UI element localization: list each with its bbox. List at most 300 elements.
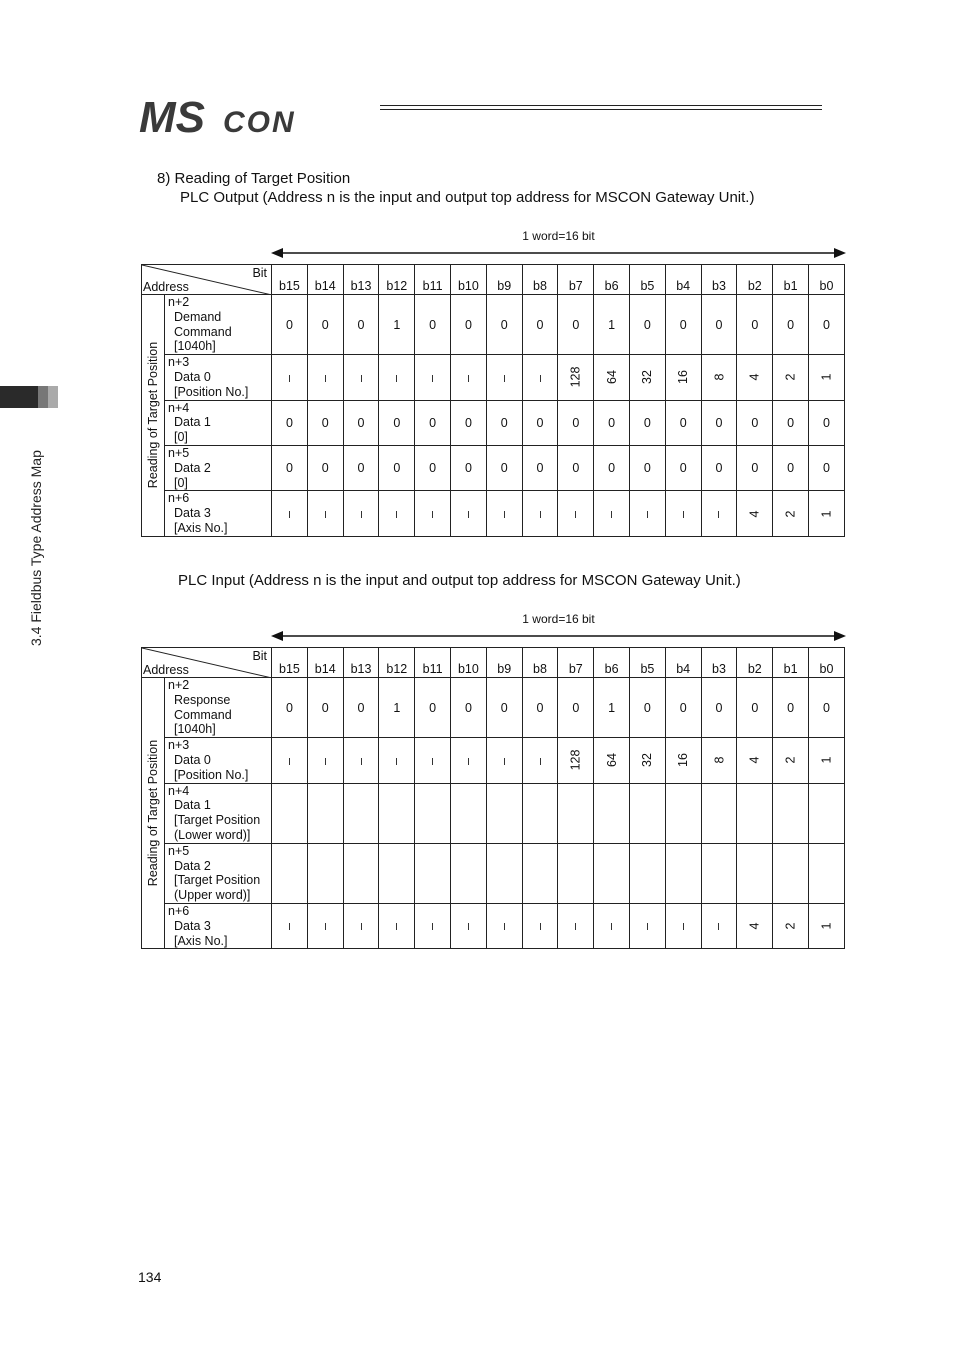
bit-value: 0 (643, 700, 651, 715)
word-width-arrow (271, 612, 846, 648)
bit-value: 0 (787, 415, 795, 430)
bit-value-cell (594, 355, 630, 400)
bit-value: 0 (357, 700, 365, 715)
bit-value: 0 (572, 700, 580, 715)
bit-header-label: Bit (252, 266, 268, 280)
bit-value-cell (415, 738, 451, 783)
address-value: n+4 (168, 783, 190, 798)
address-header-label: Address (143, 280, 189, 294)
bit-value: 0 (643, 415, 651, 430)
bit-header: b9 (486, 648, 522, 678)
dash-mark (432, 923, 433, 930)
bit-value-cell (307, 678, 343, 738)
section-title: 8) Reading of Target Position (157, 170, 351, 187)
bit-value: 0 (823, 415, 830, 430)
dash-mark (361, 923, 362, 930)
bit-value-cell (773, 445, 809, 490)
bit-value-cell (415, 843, 451, 903)
bit-value-cell (558, 843, 594, 903)
dash-mark (468, 375, 469, 382)
bit-value: 1 (393, 317, 401, 332)
bit-header: b7 (558, 648, 594, 678)
dash-mark (683, 923, 684, 930)
bit-value-cell (379, 445, 415, 490)
dash-mark (575, 511, 576, 518)
bit-value-cell (701, 355, 737, 400)
address-desc-line: [Position No.] (174, 767, 249, 782)
bit-value-cell (272, 491, 308, 536)
bit-value-cell (451, 355, 487, 400)
bit-value-cell (737, 400, 773, 445)
bit-value-cell (522, 843, 558, 903)
bit-value-cell (558, 678, 594, 738)
bit-value-cell (665, 295, 701, 355)
bit-value: 0 (572, 415, 580, 430)
dash-mark (325, 923, 326, 930)
bit-value-cell (594, 678, 630, 738)
bit-weight: 128 (568, 366, 583, 388)
bit-value-cell (272, 903, 308, 948)
bit-value-cell (737, 843, 773, 903)
bit-value-cell (773, 355, 809, 400)
dash-mark (647, 923, 648, 930)
bit-weight: 8 (711, 756, 726, 764)
chapter-tab (0, 386, 58, 408)
double-arrow-icon (271, 628, 846, 644)
address-desc-line: [Target Position (174, 813, 261, 828)
bit-value-cell (594, 783, 630, 843)
bit-value-cell (415, 355, 451, 400)
bit-weight: 8 (711, 373, 726, 381)
bit-header: b1 (773, 648, 809, 678)
table-row (142, 903, 845, 948)
bit-value-cell (379, 843, 415, 903)
address-cell (165, 295, 272, 355)
dash-mark (468, 923, 469, 930)
bit-value-cell (594, 738, 630, 783)
bit-weight: 64 (604, 370, 619, 385)
bit-header: b3 (701, 265, 737, 295)
table-row (142, 400, 845, 445)
table-row (142, 445, 845, 490)
bit-value-cell (307, 295, 343, 355)
bit-weight: 16 (676, 753, 691, 768)
bit-header: b10 (451, 648, 487, 678)
bit-value-cell (379, 783, 415, 843)
bit-value: 0 (787, 700, 795, 715)
bit-value-cell (272, 783, 308, 843)
bit-header: b14 (307, 648, 343, 678)
bit-value-cell (307, 903, 343, 948)
dash-mark (611, 511, 612, 518)
bit-header: b12 (379, 648, 415, 678)
bit-value-cell (522, 445, 558, 490)
input-caption: PLC Input (Address n is the input and output top address for MSCON Gateway Unit.) (178, 572, 741, 589)
bit-header: b6 (594, 648, 630, 678)
bit-value-cell (415, 678, 451, 738)
bit-value-cell (415, 491, 451, 536)
output-bit-table (141, 264, 845, 537)
bit-value-cell (773, 678, 809, 738)
bit-value-cell (773, 738, 809, 783)
bit-value: 0 (823, 461, 830, 476)
bit-value-cell (558, 445, 594, 490)
address-cell (165, 491, 272, 536)
bit-value-cell (379, 491, 415, 536)
bit-value-cell (307, 355, 343, 400)
address-desc-line: Data 3 (174, 506, 211, 521)
bit-value-cell (486, 843, 522, 903)
bit-value-cell (451, 491, 487, 536)
bit-value-cell (558, 400, 594, 445)
address-value: n+4 (168, 400, 190, 415)
bit-weight: 4 (747, 510, 762, 518)
bit-value-cell (486, 783, 522, 843)
bit-value-cell (630, 678, 666, 738)
address-value: n+5 (168, 445, 190, 460)
dash-mark (540, 923, 541, 930)
bit-address-corner (142, 648, 272, 678)
bit-value-cell (522, 678, 558, 738)
bit-weight: 2 (783, 922, 798, 930)
bit-value-cell (773, 491, 809, 536)
bit-value: 0 (464, 461, 472, 476)
bit-value: 0 (500, 700, 508, 715)
dash-mark (396, 923, 397, 930)
bit-header: b6 (594, 265, 630, 295)
bit-value-cell (522, 355, 558, 400)
bit-value-cell (451, 843, 487, 903)
bit-header: b1 (773, 265, 809, 295)
bit-value-cell (486, 491, 522, 536)
bit-weight: 128 (568, 749, 583, 771)
bit-value-cell (665, 400, 701, 445)
bit-value: 0 (321, 317, 329, 332)
bit-value-cell (558, 295, 594, 355)
bit-value: 0 (500, 461, 508, 476)
bit-weight: 4 (747, 373, 762, 381)
bit-weight: 4 (747, 756, 762, 764)
bit-value: 0 (357, 461, 365, 476)
address-desc-line: (Upper word)] (174, 888, 251, 903)
bit-value-cell (522, 491, 558, 536)
bit-value-cell (558, 491, 594, 536)
mscon-logo (137, 96, 369, 136)
address-desc-line: Data 1 (174, 798, 211, 813)
bit-value: 0 (679, 700, 687, 715)
bit-header: b5 (630, 648, 666, 678)
dash-mark (432, 511, 433, 518)
address-desc-line: [Axis No.] (174, 520, 228, 535)
double-arrow-icon (271, 245, 846, 261)
address-desc-line: Response (174, 692, 231, 707)
bit-value-cell (701, 295, 737, 355)
bit-value: 0 (321, 700, 329, 715)
group-label: Reading of Target Position (146, 342, 160, 489)
address-cell (165, 843, 272, 903)
dash-mark (504, 511, 505, 518)
bit-value-cell (451, 678, 487, 738)
bit-value-cell (379, 295, 415, 355)
address-desc-line: Command (174, 324, 232, 339)
bit-value-cell (307, 491, 343, 536)
dash-mark (504, 375, 505, 382)
bit-weight: 64 (604, 753, 619, 768)
bit-value: 0 (823, 317, 830, 332)
dash-mark (325, 511, 326, 518)
bit-value-cell (272, 738, 308, 783)
bit-value: 0 (715, 700, 723, 715)
table-row (142, 738, 845, 783)
bit-value: 0 (715, 461, 723, 476)
bit-value: 0 (715, 317, 723, 332)
bit-value: 0 (679, 317, 687, 332)
bit-value-cell (451, 903, 487, 948)
bit-value-cell (701, 400, 737, 445)
bit-value-cell (343, 738, 379, 783)
bit-value-cell (343, 903, 379, 948)
bit-value-cell (379, 903, 415, 948)
bit-header: b12 (379, 265, 415, 295)
bit-value: 0 (285, 317, 293, 332)
bit-value-cell (737, 491, 773, 536)
bit-value-cell (415, 400, 451, 445)
bit-value-cell (665, 355, 701, 400)
bit-value: 0 (679, 461, 687, 476)
bit-value-cell (665, 445, 701, 490)
group-label-cell (142, 295, 165, 537)
address-desc-line: [Axis No.] (174, 933, 228, 948)
bit-value: 0 (536, 700, 544, 715)
bit-header: b14 (307, 265, 343, 295)
bit-value-cell (451, 738, 487, 783)
bit-value-cell (594, 400, 630, 445)
input-bit-table (141, 647, 845, 949)
bit-value-cell (773, 400, 809, 445)
word-width-arrow (271, 229, 846, 265)
address-desc-line: Data 2 (174, 858, 211, 873)
bit-weight: 1 (819, 922, 834, 930)
bit-value-cell (343, 678, 379, 738)
bit-value-cell (773, 903, 809, 948)
bit-value: 0 (429, 317, 437, 332)
bit-value-cell (451, 295, 487, 355)
bit-header: b2 (737, 648, 773, 678)
bit-value-cell (808, 843, 844, 903)
bit-value-cell (307, 400, 343, 445)
bit-value-cell (630, 843, 666, 903)
bit-header: b13 (343, 648, 379, 678)
dash-mark (575, 923, 576, 930)
bit-value-cell (522, 738, 558, 783)
bit-value: 1 (608, 317, 616, 332)
bit-header: b4 (665, 265, 701, 295)
dash-mark (361, 375, 362, 382)
bit-value-cell (701, 678, 737, 738)
bit-value: 1 (608, 700, 616, 715)
bit-value: 0 (285, 700, 293, 715)
bit-value-cell (630, 295, 666, 355)
address-header-label: Address (143, 663, 189, 677)
bit-value-cell (486, 400, 522, 445)
header-rule (380, 105, 822, 113)
bit-value-cell (451, 783, 487, 843)
bit-value-cell (808, 783, 844, 843)
bit-value-cell (630, 445, 666, 490)
bit-header: b11 (415, 648, 451, 678)
bit-value-cell (808, 355, 844, 400)
bit-value: 0 (787, 461, 795, 476)
bit-value: 1 (393, 700, 401, 715)
bit-value-cell (343, 491, 379, 536)
bit-value-cell (701, 491, 737, 536)
bit-value: 0 (679, 415, 687, 430)
bit-header: b8 (522, 648, 558, 678)
bit-value-cell (773, 783, 809, 843)
bit-value-cell (486, 738, 522, 783)
bit-value-cell (272, 400, 308, 445)
bit-value-cell (343, 843, 379, 903)
output-caption: PLC Output (Address n is the input and output top address for MSCON Gateway Unit.) (180, 189, 755, 206)
bit-value: 0 (464, 700, 472, 715)
bit-value: 0 (643, 461, 651, 476)
bit-value-cell (451, 445, 487, 490)
dash-mark (540, 375, 541, 382)
bit-value-cell (522, 783, 558, 843)
bit-value-cell (737, 678, 773, 738)
address-value: n+3 (168, 355, 190, 370)
bit-value-cell (808, 445, 844, 490)
bit-weight: 1 (819, 373, 834, 381)
bit-value: 0 (321, 461, 329, 476)
bit-value-cell (486, 355, 522, 400)
bit-value-cell (665, 738, 701, 783)
bit-value-cell (522, 295, 558, 355)
bit-value-cell (665, 903, 701, 948)
bit-value-cell (737, 903, 773, 948)
bit-value-cell (307, 843, 343, 903)
bit-value-cell (808, 491, 844, 536)
bit-value: 0 (751, 415, 759, 430)
bit-value-cell (808, 678, 844, 738)
bit-value-cell (558, 355, 594, 400)
dash-mark (289, 375, 290, 382)
bit-weight: 2 (783, 510, 798, 518)
dash-mark (289, 923, 290, 930)
bit-value-cell (701, 843, 737, 903)
address-desc-line: [0] (174, 475, 188, 490)
bit-value-cell (630, 738, 666, 783)
bit-value-cell (594, 903, 630, 948)
dash-mark (718, 923, 719, 930)
bit-value: 0 (500, 415, 508, 430)
bit-address-corner (142, 265, 272, 295)
bit-header: b2 (737, 265, 773, 295)
address-value: n+5 (168, 843, 190, 858)
address-desc-line: (Lower word)] (174, 827, 251, 842)
address-desc-line: Demand (174, 309, 222, 324)
dash-mark (289, 511, 290, 518)
bit-header: b9 (486, 265, 522, 295)
bit-value: 0 (393, 461, 401, 476)
address-cell (165, 355, 272, 400)
bit-value-cell (594, 295, 630, 355)
table-row (142, 355, 845, 400)
dash-mark (504, 758, 505, 765)
bit-value-cell (594, 445, 630, 490)
bit-value-cell (665, 491, 701, 536)
bit-value: 0 (393, 415, 401, 430)
bit-value-cell (701, 738, 737, 783)
bit-value-cell (272, 678, 308, 738)
bit-value-cell (343, 783, 379, 843)
bit-weight: 32 (640, 370, 655, 385)
bit-value: 0 (751, 461, 759, 476)
bit-value: 0 (429, 461, 437, 476)
bit-value-cell (343, 400, 379, 445)
bit-value: 0 (357, 415, 365, 430)
address-value: n+2 (168, 678, 190, 692)
bit-value-cell (808, 400, 844, 445)
bit-value-cell (486, 678, 522, 738)
bit-value: 0 (321, 415, 329, 430)
bit-value-cell (737, 783, 773, 843)
dash-mark (396, 375, 397, 382)
bit-header: b3 (701, 648, 737, 678)
dash-mark (611, 923, 612, 930)
bit-value-cell (415, 783, 451, 843)
bit-value: 0 (572, 461, 580, 476)
word-label: 1 word=16 bit (522, 612, 595, 626)
address-cell (165, 445, 272, 490)
bit-value-cell (665, 783, 701, 843)
address-desc-line: Data 3 (174, 918, 211, 933)
table-row (142, 295, 845, 355)
bit-value-cell (307, 738, 343, 783)
bit-value-cell (630, 491, 666, 536)
bit-value-cell (737, 295, 773, 355)
bit-value: 0 (608, 461, 616, 476)
group-label-cell (142, 678, 165, 949)
dash-mark (504, 923, 505, 930)
bit-weight: 16 (676, 370, 691, 385)
bit-value-cell (415, 445, 451, 490)
bit-value-cell (808, 903, 844, 948)
dash-mark (361, 511, 362, 518)
dash-mark (361, 758, 362, 765)
bit-value: 0 (536, 461, 544, 476)
bit-value: 0 (429, 415, 437, 430)
bit-header: b15 (272, 265, 308, 295)
address-desc-line: [Position No.] (174, 384, 249, 399)
bit-value-cell (558, 738, 594, 783)
address-value: n+6 (168, 491, 190, 506)
bit-value: 0 (823, 700, 830, 715)
bit-value-cell (594, 843, 630, 903)
bit-value-cell (307, 783, 343, 843)
bit-header: b11 (415, 265, 451, 295)
dash-mark (468, 758, 469, 765)
bit-header-label: Bit (252, 649, 268, 663)
bit-value: 0 (608, 415, 616, 430)
address-cell (165, 738, 272, 783)
bit-weight: 32 (640, 753, 655, 768)
bit-value: 0 (357, 317, 365, 332)
bit-header: b5 (630, 265, 666, 295)
bit-header: b7 (558, 265, 594, 295)
bit-value: 0 (464, 415, 472, 430)
bit-value: 0 (429, 700, 437, 715)
